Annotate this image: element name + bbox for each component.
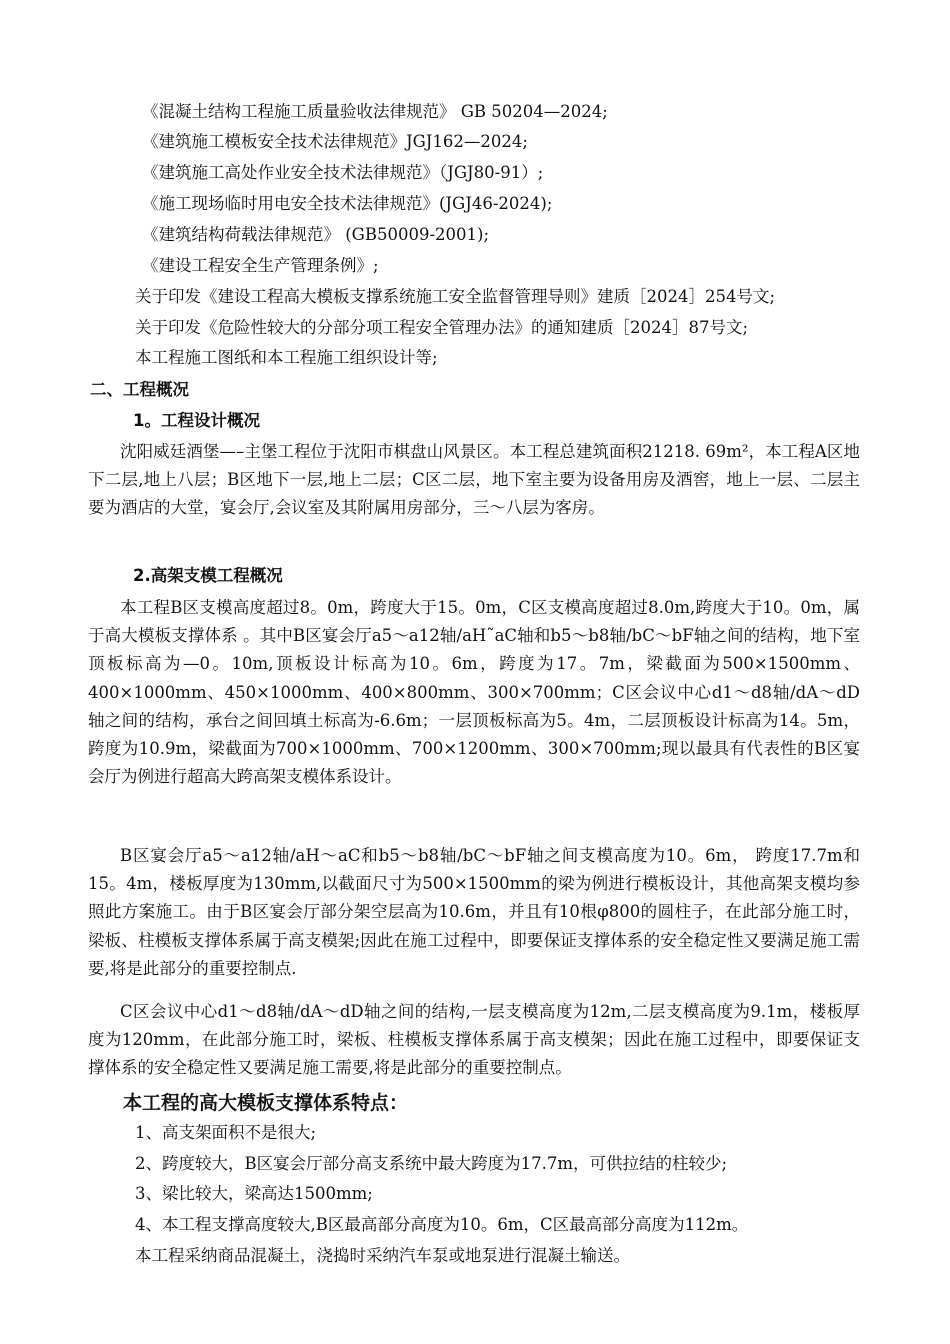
body-paragraph: C区会议中心d1～d8轴/dA～dD轴之间的结构,一层支模高度为12m,二层支模高度为9.1m，楼板厚度为120mm，在此部分施工时，梁板、柱模板支撑体系属于高支模架；因此在施工过程中，即要保证支撑体系的安全稳定性又要满足施工需要,将是此部分的重要控制点。 <box>88 1002 860 1078</box>
feature-item: 2、跨度较大，B区宴会厅部分高支系统中最大跨度为17.7m，可供拉结的柱较少; <box>135 1154 728 1173</box>
notice-item: 本工程施工图纸和本工程施工组织设计等; <box>135 348 438 367</box>
reference-item: 《混凝土结构工程施工质量验收法律规范》 GB 50204—2024; <box>142 102 608 121</box>
reference-item: 《建筑施工高处作业安全技术法律规范》（JGJ80-91）; <box>142 163 544 182</box>
notice-item: 关于印发《危险性较大的分部分项工程安全管理办法》的通知建质［2024］87号文; <box>135 318 749 337</box>
closing-line: 本工程采纳商品混凝土，浇捣时采纳汽车泵或地泵进行混凝土输送。 <box>135 1246 630 1265</box>
section-heading: 二、工程概况 <box>90 380 189 399</box>
reference-item: 《施工现场临时用电安全技术法律规范》(JGJ46-2024); <box>142 194 553 213</box>
body-paragraph: B区宴会厅a5～a12轴/aH～aC和b5～b8轴/bC～bF轴之间支模高度为10。6m， 跨度17.7m和15。4m，楼板厚度为130mm,以截面尺寸为500×1500mm的梁为例进行模板设计，其他高架支模均参照此方案施工。由于B区宴会厅部分架空层高为10.6m，并且有10根φ800的圆柱子，在此部分施工时，梁板、柱模板支撑体系属于高支模架;因此在施工过程中，即要保证支撑体系的安全稳定性又要满足施工需要,将是此部分的重要控制点. <box>88 846 860 978</box>
reference-item: 《建筑结构荷载法律规范》 (GB50009-2001); <box>142 225 490 244</box>
reference-item: 《建筑施工模板安全技术法律规范》JGJ162—2024; <box>142 132 528 151</box>
notice-item: 关于印发《建设工程高大模板支撑系统施工安全监督管理导则》建质［2024］254号文; <box>135 287 776 306</box>
feature-item: 3、梁比较大，梁高达1500mm; <box>135 1184 373 1203</box>
feature-item: 4、本工程支撑高度较大,B区最高部分高度为10。6m，C区最高部分高度为112m。 <box>135 1215 749 1234</box>
subsection-heading: 2.高架支模工程概况 <box>133 566 283 585</box>
body-paragraph: 沈阳威廷酒堡—–主堡工程位于沈阳市棋盘山风景区。本工程总建筑面积21218. 69m²，本工程A区地下二层,地上八层；B区地下一层,地上二层；C区二层，地下室主要为设备用房及酒窖，地上一层、二层主要为酒店的大堂，宴会厅,会议室及其附属用房部分，三～八层为客房。 <box>88 442 860 518</box>
body-paragraph: 本工程B区支模高度超过8。0m，跨度大于15。0m，C区支模高度超过8.0m,跨度大于10。0m，属于高大模板支撑体系 。其中B区宴会厅a5～a12轴/aH˜aC轴和b5～b8轴/bC～bF轴之间的结构，地下室顶板标高为—0。10m,顶板设计标高为10。6m，跨度为17。7m，梁截面为500×1500mm、400×1000mm、450×1000mm、400×800mm、300×700mm；C区会议中心d1～d8轴/dA～dD轴之间的结构，承台之间回填土标高为-6.6m；一层顶板标高为5。4m，二层顶板设计标高为14。5m，跨度为10.9m，梁截面为700×1000mm、700×1200mm、300×700mm;现以最具有代表性的B区宴会厅为例进行超高大跨高架支模体系设计。 <box>88 598 860 787</box>
subsection-heading: 1。工程设计概况 <box>133 411 260 430</box>
features-heading: 本工程的高大模板支撑体系特点： <box>123 1092 409 1114</box>
reference-item: 《建设工程安全生产管理条例》; <box>142 256 379 275</box>
feature-item: 1、高支架面积不是很大; <box>135 1123 317 1142</box>
